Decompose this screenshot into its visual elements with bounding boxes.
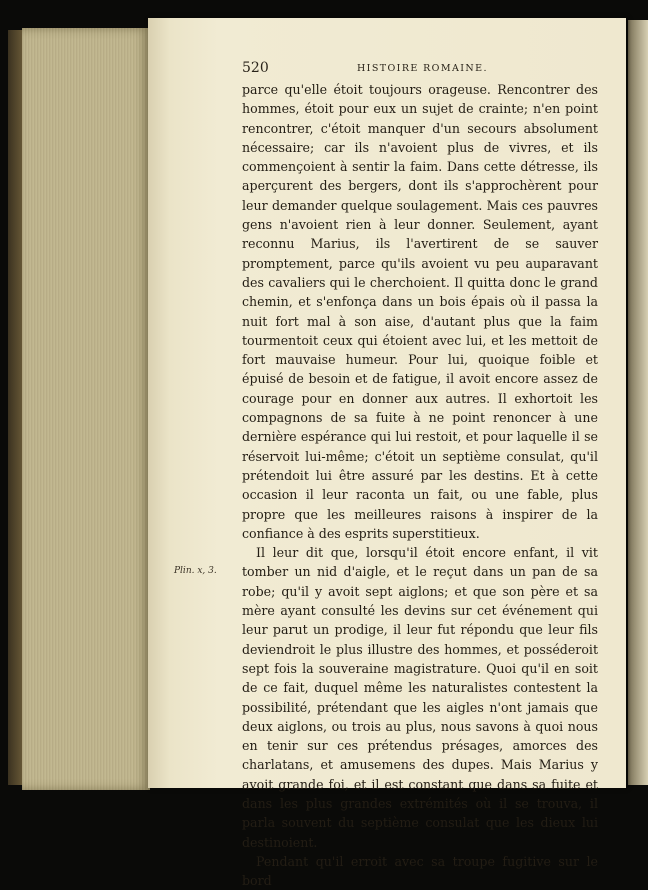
margin-note: Plin. x, 3.	[174, 566, 217, 576]
paragraph-2: Il leur dit que, lorsqu'il étoit encore enfant, il vit tomber un nid d'aigle, et le reçut dans un pan de sa robe; qu'il y avoit sept aiglons; et que son père et sa mère ayant consulté les devins sur cet événement qui leur parut un prodige, il leur fut répondu que leur fils deviendroit le plus illustre des hommes, et posséderoit sept fois la souveraine magistrature. Quoi qu'il en soit de ce fait, duquel même les naturalistes contestent la possibilité, prétendant que les aigles n'ont jamais que deux aiglons, ou trois au plus, nous savons à quoi nous en tenir sur ces prétendus présages, amorces des charlatans, et amusemens des dupes. Mais Marius y avoit grande foi, et il est constant que dans sa fuite et dans les plus grandes extrémités où il se trouva, il parla souvent du septième consulat que les dieux lui destinoient.	[242, 545, 598, 850]
page-number: 520	[242, 60, 269, 76]
body-text	[242, 80, 598, 890]
page-edges	[22, 28, 150, 790]
running-title: HISTOIRE ROMAINE.	[357, 63, 488, 74]
facing-page	[628, 20, 648, 785]
paragraph-1: parce qu'elle étoit toujours orageuse. Rencontrer des hommes, étoit pour eux un sujet de crainte; n'en point rencontrer, c'étoit manquer d'un secours absolument nécessaire; car ils n'avoient plus de vivres, et ils commençoient à sentir la faim. Dans cette détresse, ils aperçurent des bergers, dont ils s'approchèrent pour leur demander quelque soulagement. Mais ces pauvres gens n'avoient rien à leur donner. Seulement, ayant reconnu Marius, ils l'avertirent de se sauver promptement, parce qu'ils avoient vu peu auparavant des cavaliers qui le cherchoient. Il quitta donc le grand chemin, et s'enfonça dans un bois épais où il passa la nuit fort mal à son aise, d'autant plus que la faim tourmentoit ceux qui étoient avec lui, et les mettoit de fort mauvaise humeur. Pour lui, quoique foible et épuisé de besoin et de fatigue, il avoit encore assez de courage pour en donner aux autres. Il exhortoit les compagnons de sa fuite à ne point renoncer à une dernière espérance qui lui restoit, et pour laquelle il se réservoit lui-même; c'étoit un septième consulat, qu'il prétendoit lui être assuré par les destins. Et à cette occasion il leur raconta un fait, ou une fable, plus propre que les meilleures raisons à inspirer de la confiance à des esprits superstitieux.	[242, 82, 598, 541]
paragraph-3: Pendant qu'il erroit avec sa troupe fugitive sur le bord	[242, 853, 598, 889]
running-head	[242, 60, 600, 80]
